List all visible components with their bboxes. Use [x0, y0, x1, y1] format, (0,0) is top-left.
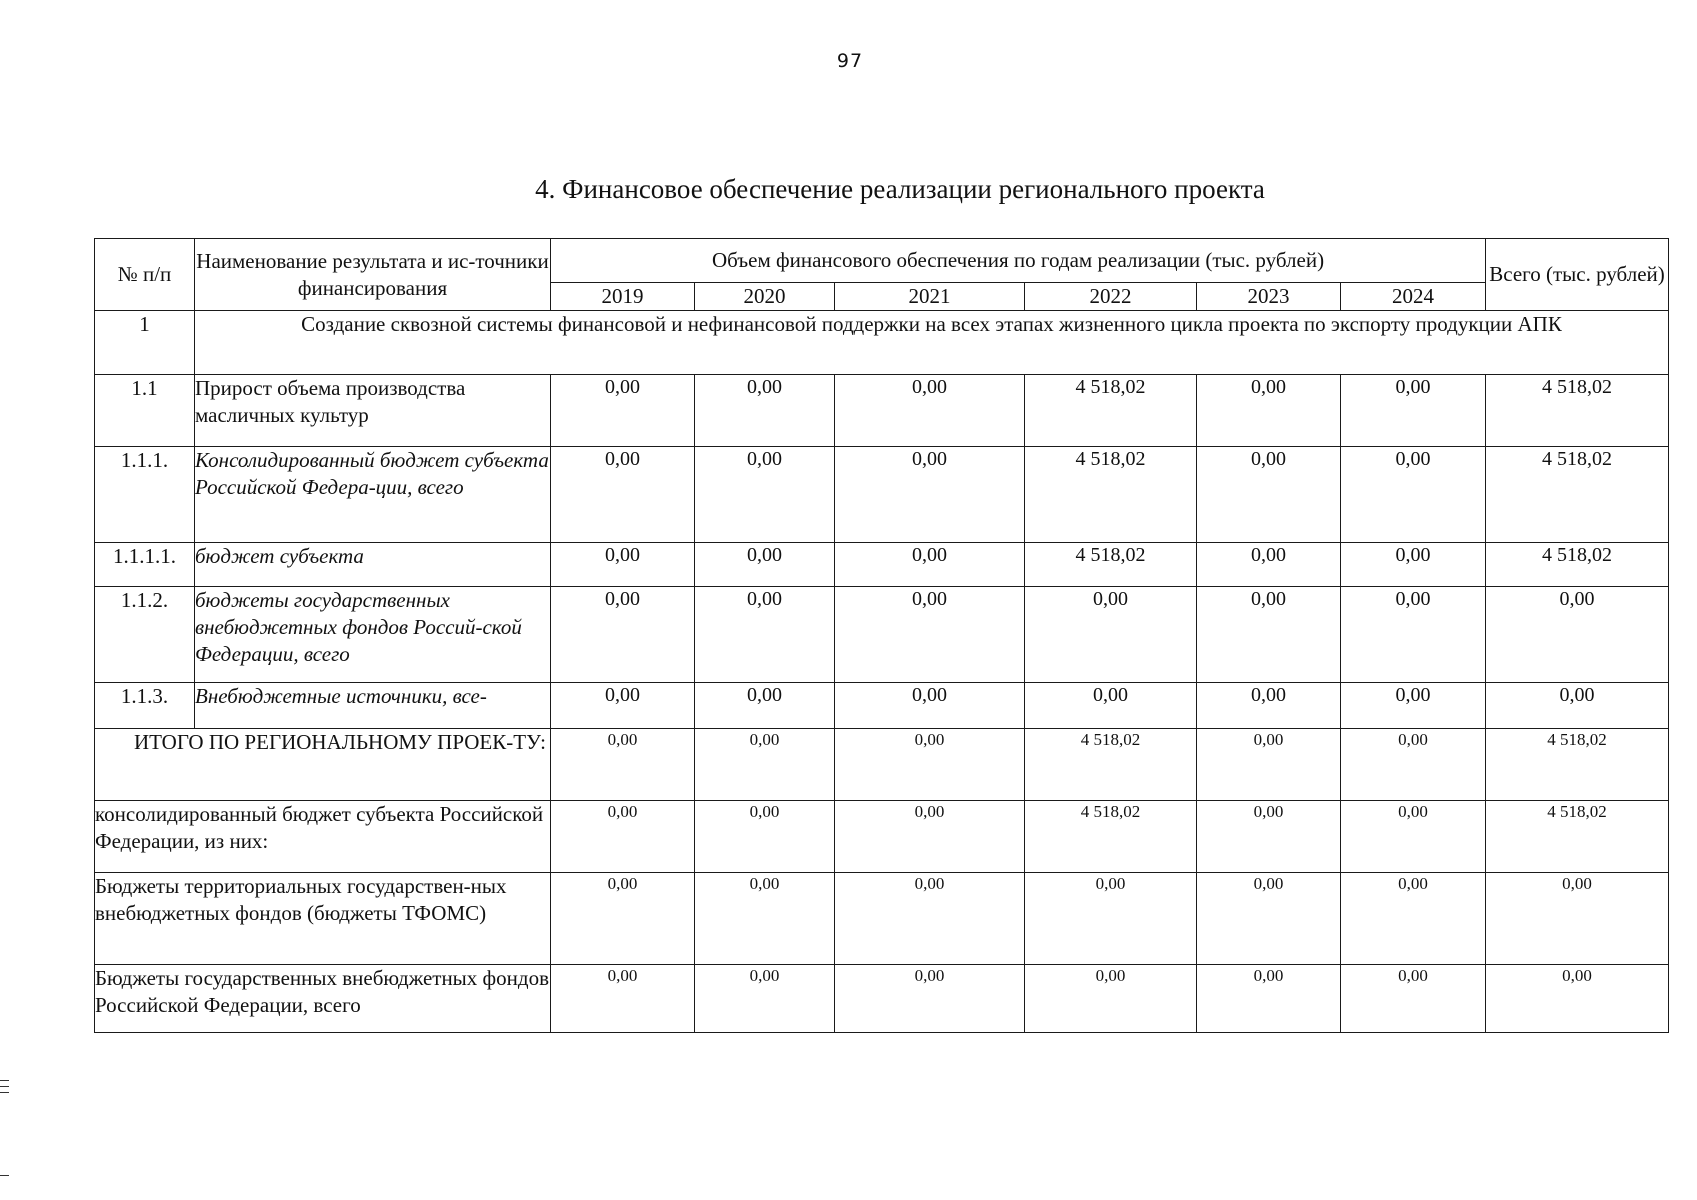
row-name: Прирост объема производства масличных культур — [195, 375, 551, 447]
summary-value: 0,00 — [551, 965, 695, 1033]
summary-value: 0,00 — [695, 965, 835, 1033]
row-number: 1.1.1.1. — [95, 543, 195, 587]
row-number: 1.1.3. — [95, 683, 195, 729]
header-year: 2024 — [1341, 283, 1486, 311]
row-number: 1.1 — [95, 375, 195, 447]
row-total: 0,00 — [1486, 683, 1669, 729]
row-number: 1.1.2. — [95, 587, 195, 683]
summary-value: 0,00 — [695, 801, 835, 873]
summary-value: 0,00 — [1197, 965, 1341, 1033]
summary-row — [95, 801, 1669, 873]
row-value: 0,00 — [1341, 587, 1486, 683]
row-value: 0,00 — [835, 683, 1025, 729]
summary-value: 0,00 — [1341, 801, 1486, 873]
row-value: 0,00 — [835, 447, 1025, 543]
summary-value: 0,00 — [1341, 873, 1486, 965]
row-value: 0,00 — [1197, 447, 1341, 543]
table-row — [95, 375, 1669, 447]
summary-value: 0,00 — [695, 729, 835, 801]
row-value: 0,00 — [695, 543, 835, 587]
table-row — [95, 587, 1669, 683]
header-year: 2023 — [1197, 283, 1341, 311]
summary-total: 0,00 — [1486, 873, 1669, 965]
row-value: 4 518,02 — [1025, 375, 1197, 447]
margin-mark — [0, 1175, 9, 1176]
row-value: 0,00 — [551, 375, 695, 447]
summary-label: Бюджеты государственных внебюджетных фондов Российской Федерации, всего — [95, 965, 551, 1033]
summary-value: 4 518,02 — [1025, 801, 1197, 873]
summary-row — [95, 873, 1669, 965]
summary-value: 0,00 — [551, 801, 695, 873]
financing-table — [94, 238, 1669, 1033]
row-value: 0,00 — [835, 587, 1025, 683]
summary-label: Бюджеты территориальных государствен-ных внебюджетных фондов (бюджеты ТФОМС) — [95, 873, 551, 965]
summary-label: ИТОГО ПО РЕГИОНАЛЬНОМУ ПРОЕК-ТУ: — [95, 729, 551, 801]
summary-value: 0,00 — [1197, 729, 1341, 801]
row-value: 0,00 — [1341, 683, 1486, 729]
margin-mark — [0, 1086, 9, 1087]
row-value: 0,00 — [551, 447, 695, 543]
row-value: 4 518,02 — [1025, 543, 1197, 587]
header-total: Всего (тыс. рублей) — [1486, 239, 1669, 311]
row-value: 0,00 — [1197, 543, 1341, 587]
row-value: 0,00 — [551, 587, 695, 683]
row-value: 0,00 — [1025, 587, 1197, 683]
row-value: 0,00 — [835, 375, 1025, 447]
row-value: 0,00 — [1025, 683, 1197, 729]
summary-value: 0,00 — [1197, 873, 1341, 965]
table-header-row — [95, 239, 1669, 283]
summary-label: консолидированный бюджет субъекта Российской Федерации, из них: — [95, 801, 551, 873]
table-row — [95, 683, 1669, 729]
margin-mark — [0, 1092, 9, 1093]
header-year: 2019 — [551, 283, 695, 311]
page-number: 97 — [836, 50, 864, 72]
summary-row — [95, 729, 1669, 801]
header-num: № п/п — [95, 239, 195, 311]
summary-value: 0,00 — [835, 873, 1025, 965]
row-value: 0,00 — [1197, 587, 1341, 683]
summary-value: 0,00 — [1025, 965, 1197, 1033]
table-row — [95, 447, 1669, 543]
row-name: Консолидированный бюджет субъекта Российской Федера-ции, всего — [195, 447, 551, 543]
header-name: Наименование результата и ис-точники финансирования — [195, 239, 551, 311]
row-name: бюджет субъекта — [195, 543, 551, 587]
summary-value: 0,00 — [551, 729, 695, 801]
summary-total: 4 518,02 — [1486, 801, 1669, 873]
row-name: бюджеты государственных внебюджетных фондов Россий-ской Федерации, всего — [195, 587, 551, 683]
row-value: 0,00 — [695, 375, 835, 447]
row-value: 0,00 — [1341, 375, 1486, 447]
summary-value: 0,00 — [1197, 801, 1341, 873]
summary-value: 0,00 — [551, 873, 695, 965]
header-year: 2022 — [1025, 283, 1197, 311]
summary-value: 0,00 — [1341, 965, 1486, 1033]
summary-value: 0,00 — [835, 801, 1025, 873]
row-value: 0,00 — [1341, 543, 1486, 587]
row-total: 4 518,02 — [1486, 375, 1669, 447]
summary-value: 0,00 — [695, 873, 835, 965]
summary-total: 4 518,02 — [1486, 729, 1669, 801]
row-total: 4 518,02 — [1486, 543, 1669, 587]
row-value: 0,00 — [695, 683, 835, 729]
section-number: 1 — [95, 311, 195, 375]
row-number: 1.1.1. — [95, 447, 195, 543]
header-year: 2021 — [835, 283, 1025, 311]
row-value: 0,00 — [1197, 375, 1341, 447]
summary-total: 0,00 — [1486, 965, 1669, 1033]
summary-value: 0,00 — [835, 965, 1025, 1033]
margin-mark — [0, 1080, 9, 1081]
summary-row — [95, 965, 1669, 1033]
page-title: 4. Финансовое обеспечение реализации регионального проекта — [535, 174, 1265, 204]
row-value: 4 518,02 — [1025, 447, 1197, 543]
header-year: 2020 — [695, 283, 835, 311]
row-value: 0,00 — [835, 543, 1025, 587]
summary-value: 0,00 — [835, 729, 1025, 801]
summary-value: 4 518,02 — [1025, 729, 1197, 801]
row-value: 0,00 — [551, 543, 695, 587]
header-volume: Объем финансового обеспечения по годам реализации (тыс. рублей) — [551, 239, 1486, 283]
row-total: 0,00 — [1486, 587, 1669, 683]
row-value: 0,00 — [1197, 683, 1341, 729]
row-value: 0,00 — [695, 447, 835, 543]
section-row — [95, 311, 1669, 375]
section-title: Создание сквозной системы финансовой и нефинансовой поддержки на всех этапах жизненного цикла проекта по экспорту продукции АПК — [195, 311, 1669, 375]
summary-value: 0,00 — [1025, 873, 1197, 965]
row-value: 0,00 — [1341, 447, 1486, 543]
row-value: 0,00 — [551, 683, 695, 729]
row-total: 4 518,02 — [1486, 447, 1669, 543]
table-row — [95, 543, 1669, 587]
row-value: 0,00 — [695, 587, 835, 683]
summary-value: 0,00 — [1341, 729, 1486, 801]
row-name: Внебюджетные источники, все- — [195, 683, 551, 729]
